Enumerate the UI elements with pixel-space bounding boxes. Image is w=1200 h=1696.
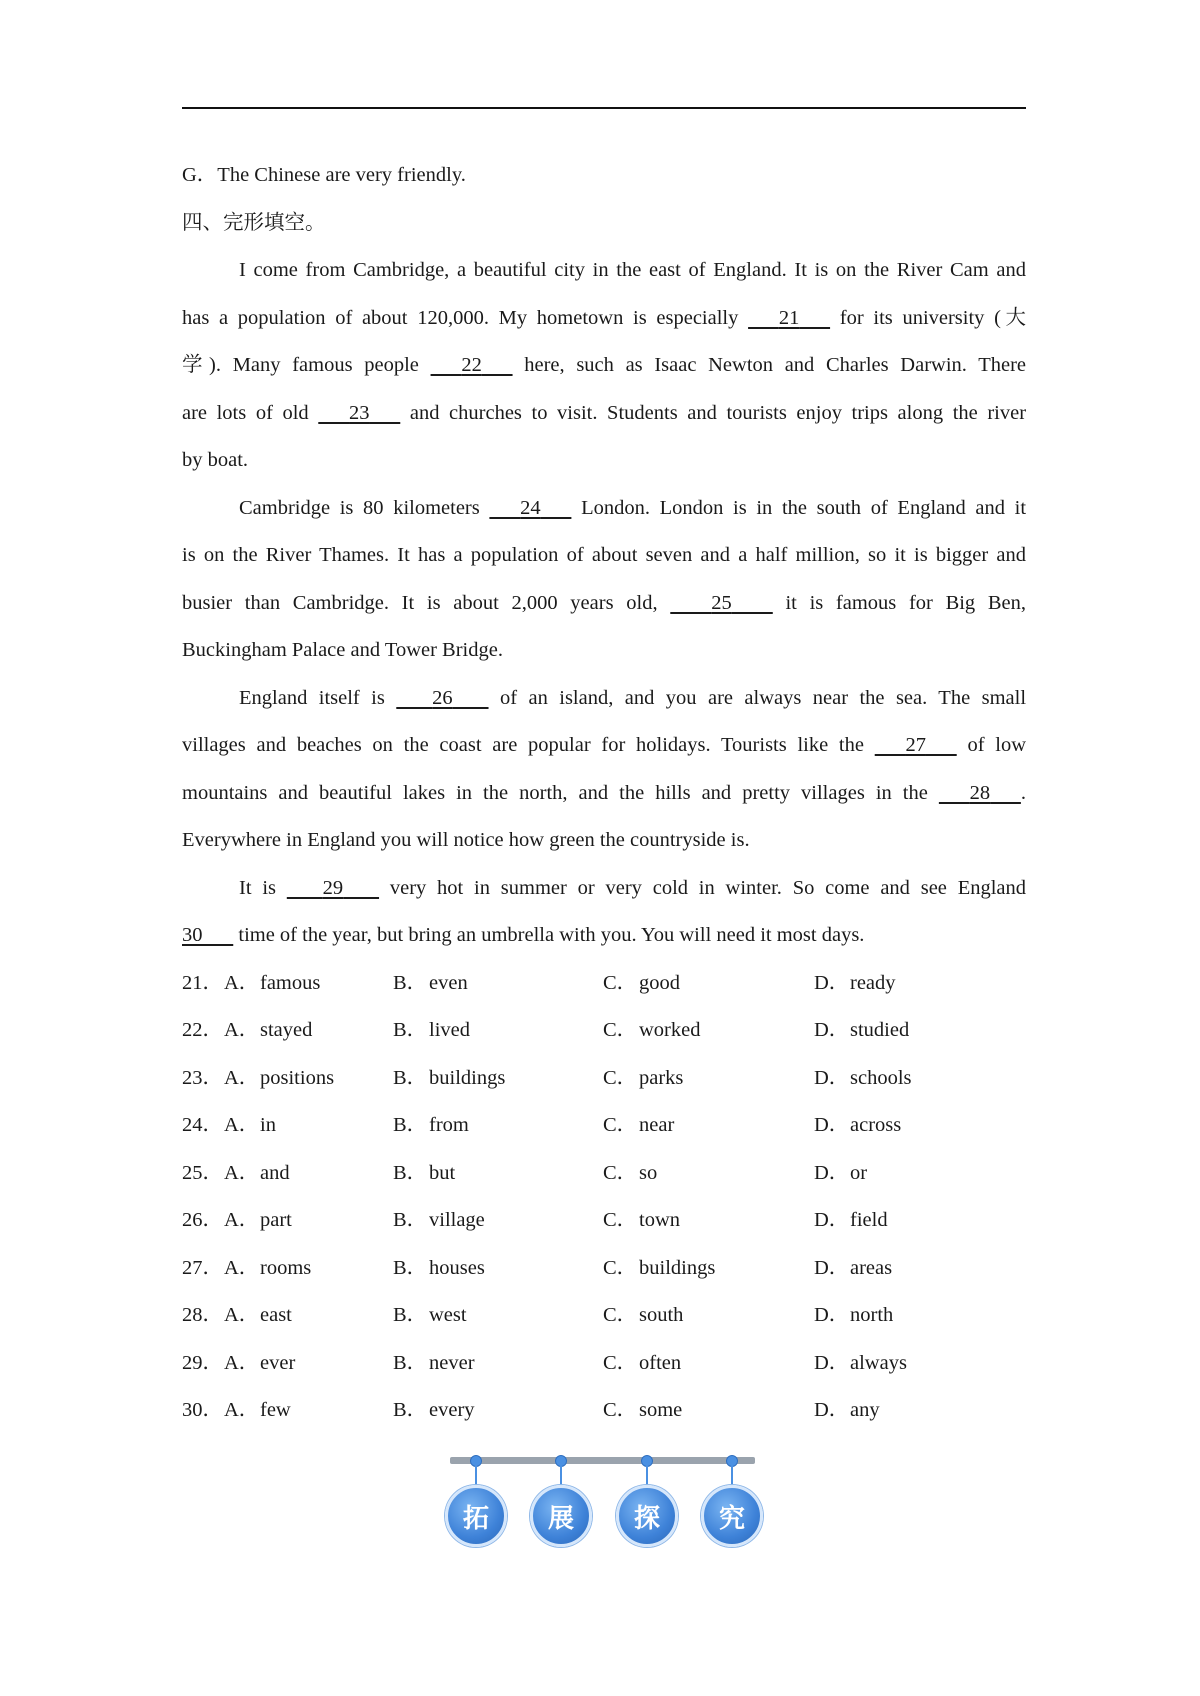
passage-line: busier than Cambridge. It is about 2,000 years old, 25 it is famous for Big Ben, <box>182 580 1026 628</box>
option-text: parks <box>639 1066 684 1089</box>
passage-line: 学). Many famous people 22 here, such as Isaac Newton and Charles Darwin. There <box>182 342 1026 390</box>
passage-line: mountains and beautiful lakes in the north, and the hills and pretty villages in the 28 . <box>182 770 1026 818</box>
option-a <box>224 1292 292 1340</box>
passage-line: Cambridge is 80 kilometers 24 London. London is in the south of England and it <box>182 485 1026 533</box>
blank-27: 27 <box>905 734 926 756</box>
option-text: some <box>639 1399 683 1421</box>
banner-stem <box>475 1465 477 1487</box>
option-text: schools <box>850 1066 912 1089</box>
option-letter: D． <box>814 1161 850 1184</box>
question-number: 27． <box>182 1256 223 1279</box>
banner-stem <box>560 1465 562 1487</box>
option-text: studied <box>850 1019 910 1041</box>
passage-line: villages and beaches on the coast are popular for holidays. Tourists like the 27 of low <box>182 722 1026 770</box>
option-letter: C． <box>603 1209 638 1231</box>
option-letter: B． <box>393 1114 428 1136</box>
question-row <box>182 1292 1026 1340</box>
option-d <box>814 1340 907 1388</box>
option-letter: B． <box>393 1066 428 1089</box>
option-letter: D． <box>814 1209 850 1231</box>
option-letter: C． <box>603 1066 638 1089</box>
option-a <box>224 960 320 1008</box>
section-banner <box>445 1445 765 1545</box>
option-letter: C． <box>603 1304 638 1326</box>
option-letter: A． <box>224 1019 260 1041</box>
option-a <box>224 1197 292 1245</box>
option-c <box>603 1340 681 1388</box>
question-number: 28． <box>182 1304 223 1326</box>
blank-25: 25 <box>711 591 732 614</box>
option-text: ever <box>260 1351 296 1374</box>
option-letter: B． <box>393 1304 428 1326</box>
option-letter: C． <box>603 1351 638 1374</box>
option-letter: A． <box>224 1304 260 1326</box>
banner-stem <box>646 1465 648 1487</box>
option-text: village <box>429 1209 485 1231</box>
option-text: so <box>639 1161 658 1184</box>
passage-line: Buckingham Palace and Tower Bridge. <box>182 639 503 661</box>
banner-stem <box>731 1465 733 1487</box>
option-c <box>603 960 680 1008</box>
blank-30: 30 <box>182 924 203 946</box>
option-d <box>814 1150 867 1198</box>
option-letter: A． <box>224 1114 260 1136</box>
blank-29: 29 <box>322 876 344 899</box>
question-row <box>182 1245 1026 1293</box>
passage-line: Everywhere in England you will notice how green the countryside is. <box>182 829 750 851</box>
question-number: 21． <box>182 971 223 994</box>
question-number: 23． <box>182 1066 223 1089</box>
option-letter: C． <box>603 1114 638 1136</box>
passage-line: It is 29 very hot in summer or very cold in winter. So come and see England <box>182 865 1026 913</box>
option-d <box>814 1292 893 1340</box>
option-letter: D． <box>814 1256 850 1279</box>
option-letter: D． <box>814 971 850 994</box>
option-b <box>393 1197 485 1245</box>
option-text: even <box>429 971 468 994</box>
option-c <box>603 1007 700 1055</box>
option-text: lived <box>429 1019 470 1041</box>
option-c <box>603 1055 683 1103</box>
option-text: town <box>639 1209 680 1231</box>
blank-23: 23 <box>349 401 370 424</box>
passage-line: I come from Cambridge, a beautiful city in the east of England. It is on the River Cam and <box>239 259 1026 281</box>
option-text: good <box>639 971 680 994</box>
option-letter: A． <box>224 1209 260 1231</box>
banner-char-3: 探 <box>616 1485 678 1547</box>
option-letter: B． <box>393 971 428 994</box>
option-text: any <box>850 1399 880 1421</box>
blank-26: 26 <box>432 686 453 709</box>
option-text: across <box>850 1114 902 1136</box>
option-a <box>224 1055 334 1103</box>
option-text: buildings <box>429 1066 506 1089</box>
option-text: east <box>260 1304 292 1326</box>
passage-line: England itself is 26 of an island, and you are always near the sea. The small <box>182 675 1026 723</box>
option-letter: A． <box>224 1351 260 1374</box>
question-number: 30． <box>182 1399 223 1421</box>
question-row <box>182 1387 1026 1435</box>
option-c <box>603 1197 680 1245</box>
option-b <box>393 960 468 1008</box>
option-text: stayed <box>260 1019 313 1041</box>
option-letter: A． <box>224 1161 260 1184</box>
option-text: every <box>429 1399 475 1421</box>
option-text: north <box>850 1304 894 1326</box>
option-b <box>393 1055 505 1103</box>
option-letter: D． <box>814 1351 850 1374</box>
question-number: 29． <box>182 1351 223 1374</box>
option-letter: D． <box>814 1019 850 1041</box>
option-a <box>224 1245 311 1293</box>
option-letter: B． <box>393 1256 428 1279</box>
option-a <box>224 1007 312 1055</box>
option-c <box>603 1245 715 1293</box>
option-text: houses <box>429 1256 485 1279</box>
option-text: or <box>850 1161 868 1184</box>
option-a <box>224 1387 291 1435</box>
option-text: near <box>639 1114 675 1136</box>
option-c <box>603 1387 682 1435</box>
question-number: 24． <box>182 1114 223 1136</box>
option-text: west <box>429 1304 467 1326</box>
option-letter: D． <box>814 1066 850 1089</box>
option-text: always <box>850 1351 907 1374</box>
option-text: field <box>850 1209 888 1231</box>
option-text: often <box>639 1351 682 1374</box>
option-b <box>393 1150 455 1198</box>
option-letter: A． <box>224 971 260 994</box>
options-list <box>182 960 1026 1435</box>
option-text: and <box>260 1161 290 1184</box>
question-row <box>182 1197 1026 1245</box>
option-letter: D． <box>814 1304 850 1326</box>
banner-bar <box>450 1457 755 1464</box>
option-a <box>224 1150 290 1198</box>
question-row <box>182 960 1026 1008</box>
option-letter: C． <box>603 971 638 994</box>
option-text: worked <box>639 1019 701 1041</box>
option-c <box>603 1102 674 1150</box>
option-a <box>224 1340 295 1388</box>
question-row <box>182 1055 1026 1103</box>
option-b <box>393 1102 469 1150</box>
question-row <box>182 1102 1026 1150</box>
option-text: from <box>429 1114 469 1136</box>
question-number: 22． <box>182 1019 223 1041</box>
option-text: few <box>260 1399 291 1421</box>
banner-char-1: 拓 <box>445 1485 507 1547</box>
option-d <box>814 1387 880 1435</box>
content <box>182 152 1026 1435</box>
option-d <box>814 960 896 1008</box>
top-option: G．The Chinese are very friendly. <box>182 164 466 186</box>
option-text: never <box>429 1351 475 1374</box>
option-a <box>224 1102 276 1150</box>
option-d <box>814 1245 892 1293</box>
passage-line: are lots of old 23 and churches to visit. Students and tourists enjoy trips along the river <box>182 390 1026 438</box>
option-letter: B． <box>393 1399 428 1421</box>
option-d <box>814 1197 888 1245</box>
option-letter: C． <box>603 1019 638 1041</box>
banner-char-4: 究 <box>701 1485 763 1547</box>
passage-line: by boat. <box>182 449 249 471</box>
banner-char-2: 展 <box>530 1485 592 1547</box>
option-b <box>393 1245 485 1293</box>
option-text: in <box>260 1114 276 1136</box>
passage-line: 30 time of the year, but bring an umbrella with you. You will need it most days. <box>182 912 1026 960</box>
option-b <box>393 1007 470 1055</box>
option-letter: C． <box>603 1256 638 1279</box>
blank-28: 28 <box>969 781 991 804</box>
option-d <box>814 1102 901 1150</box>
option-text: positions <box>260 1066 335 1089</box>
option-d <box>814 1007 909 1055</box>
option-c <box>603 1150 657 1198</box>
question-number: 25． <box>182 1161 223 1184</box>
option-b <box>393 1340 475 1388</box>
option-letter: B． <box>393 1351 428 1374</box>
option-letter: A． <box>224 1256 260 1279</box>
option-text: part <box>260 1209 292 1231</box>
header-rule <box>182 107 1026 109</box>
option-b <box>393 1387 475 1435</box>
question-number: 26． <box>182 1209 223 1231</box>
option-letter: A． <box>224 1399 260 1421</box>
question-row <box>182 1007 1026 1055</box>
option-text: south <box>639 1304 684 1326</box>
passage-line: is on the River Thames. It has a population of about seven and a half million, so it is bigger and <box>182 544 1026 566</box>
option-text: buildings <box>639 1256 716 1279</box>
option-letter: B． <box>393 1019 428 1041</box>
option-text: areas <box>850 1256 893 1279</box>
blank-24: 24 <box>520 496 541 519</box>
option-c <box>603 1292 683 1340</box>
passage-line: has a population of about 120,000. My hometown is especially 21 for its university (大 <box>182 295 1026 343</box>
option-text: famous <box>260 971 321 994</box>
question-row <box>182 1150 1026 1198</box>
question-row <box>182 1340 1026 1388</box>
option-letter: C． <box>603 1161 638 1184</box>
option-letter: A． <box>224 1066 260 1089</box>
option-letter: C． <box>603 1399 638 1421</box>
option-letter: D． <box>814 1114 850 1136</box>
option-text: but <box>429 1161 456 1184</box>
option-text: ready <box>850 971 896 994</box>
option-letter: B． <box>393 1161 428 1184</box>
option-letter: B． <box>393 1209 428 1231</box>
blank-21: 21 <box>778 306 800 329</box>
option-b <box>393 1292 467 1340</box>
section-title: 四、完形填空。 <box>182 211 326 234</box>
option-d <box>814 1055 912 1103</box>
option-text: rooms <box>260 1256 312 1279</box>
blank-22: 22 <box>461 354 482 376</box>
option-letter: D． <box>814 1399 850 1421</box>
